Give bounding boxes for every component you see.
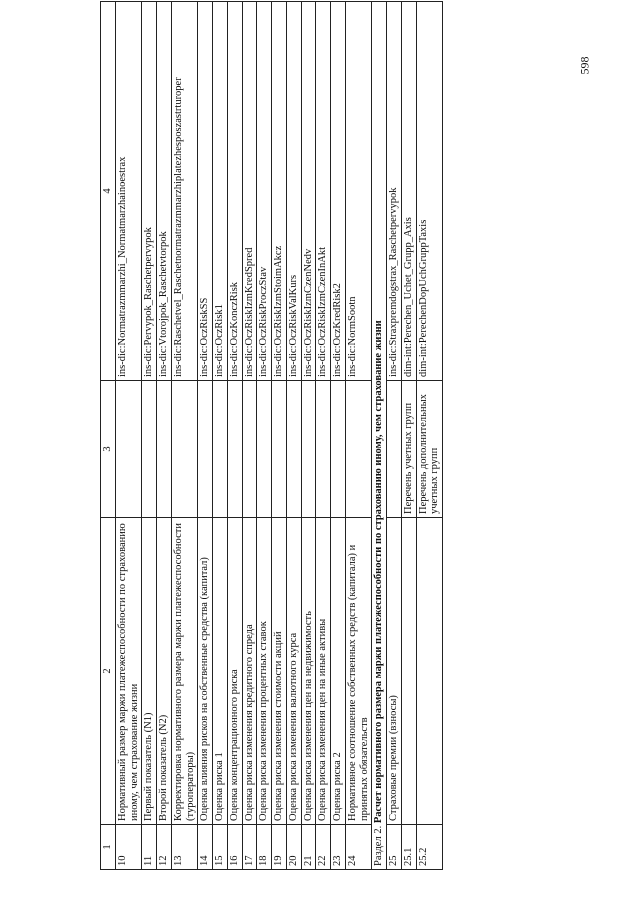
row-number-cell: 14 <box>198 825 213 870</box>
row-code-cell: ins-dic:OczRiskIzmCzenInAkt <box>316 2 331 381</box>
row-code-cell: ins-dic:NormSootn <box>345 2 372 381</box>
row-number-cell: 23 <box>331 825 346 870</box>
row-code-cell: ins-dic:OczRiskValKurs <box>286 2 301 381</box>
row-number-cell: 25 <box>387 825 402 870</box>
row-name-cell: Второй показатель (N2) <box>157 518 172 825</box>
row-type-cell <box>331 381 346 518</box>
row-name-cell: Оценка концентрационного риска <box>227 518 242 825</box>
row-type-cell <box>142 381 157 518</box>
table-row <box>416 2 443 870</box>
table-row <box>401 2 416 870</box>
column-header-3: 3 <box>101 381 116 518</box>
row-code-cell: dim-int:PerechenDopUchGruppTaxis <box>416 2 443 381</box>
row-code-cell: ins-dic:OczRiskSS <box>198 2 213 381</box>
row-number-cell: 20 <box>286 825 301 870</box>
row-type-cell <box>257 381 272 518</box>
table-row <box>257 2 272 870</box>
row-number-cell: 17 <box>242 825 257 870</box>
row-code-cell: ins-dic:OczRiskIzmKredSpred <box>242 2 257 381</box>
table-row <box>213 2 228 870</box>
row-code-cell: ins-dic:Raschetvel_Raschetnormatrazmmarzhiplatezhesposzastrturoper <box>171 2 198 381</box>
row-type-cell <box>198 381 213 518</box>
row-name-cell: Оценка риска изменения цен на иные активы <box>316 518 331 825</box>
table-row <box>142 2 157 870</box>
table-header-row <box>101 2 116 870</box>
row-number-cell: 25.1 <box>401 825 416 870</box>
table-row <box>301 2 316 870</box>
column-header-2: 2 <box>101 518 116 825</box>
row-type-cell <box>301 381 316 518</box>
row-name-cell: Оценка риска изменения цен на недвижимость <box>301 518 316 825</box>
row-code-cell: ins-dic:Straxpremdogstrax_Raschetpervypok <box>387 2 402 381</box>
row-type-cell <box>387 381 402 518</box>
row-type-cell: Перечень дополнительных учетных групп <box>416 381 443 518</box>
row-code-cell: dim-int:Perechen_Uchet_Grupp_Axis <box>401 2 416 381</box>
row-code-cell: ins-dic:Pervypok_Raschetpervypok <box>142 2 157 381</box>
row-number-cell: 11 <box>142 825 157 870</box>
row-code-cell: ins-dic:OczRiskIzmCzenNedv <box>301 2 316 381</box>
row-code-cell: ins-dic:Vtorojpok_Raschetvtorpok <box>157 2 172 381</box>
row-type-cell <box>316 381 331 518</box>
row-name-cell: Нормативный размер маржи платежеспособности по страхованию иному, чем страхование жизни <box>115 518 142 825</box>
table-row <box>171 2 198 870</box>
row-code-cell: ins-dic:OczKredRisk2 <box>331 2 346 381</box>
row-type-cell <box>115 381 142 518</box>
row-name-cell: Оценка риска 1 <box>213 518 228 825</box>
row-name-cell <box>416 518 443 825</box>
row-name-cell: Оценка риска 2 <box>331 518 346 825</box>
row-code-cell: ins-dic:OczRiskProczStav <box>257 2 272 381</box>
table-row <box>387 2 402 870</box>
row-number-cell: 16 <box>227 825 242 870</box>
row-name-cell: Первый показатель (N1) <box>142 518 157 825</box>
table-row <box>272 2 287 870</box>
row-number-cell: 25.2 <box>416 825 443 870</box>
row-type-cell <box>171 381 198 518</box>
row-name-cell: Оценка риска изменения кредитного спреда <box>242 518 257 825</box>
row-code-cell: ins-dic:OczKonczRisk <box>227 2 242 381</box>
row-name-cell: Корректировка нормативного размера маржи платежеспособности (туроператоры) <box>171 518 198 825</box>
row-code-cell: ins-dic:OczRisk1 <box>213 2 228 381</box>
row-name-cell: Нормативное соотношение собственных средств (капитала) и принятых обязательств <box>345 518 372 825</box>
row-type-cell <box>242 381 257 518</box>
section-prefix: Раздел 2. <box>373 823 385 866</box>
row-type-cell <box>286 381 301 518</box>
table-row <box>316 2 331 870</box>
row-type-cell <box>213 381 228 518</box>
row-name-cell <box>401 518 416 825</box>
section-title: Расчет нормативного размера маржи платежеспособности по страхованию иному, чем страхование жизни <box>373 320 385 824</box>
table-row <box>115 2 142 870</box>
row-number-cell: 21 <box>301 825 316 870</box>
document-sheet <box>100 30 520 870</box>
row-number-cell: 12 <box>157 825 172 870</box>
row-type-cell <box>157 381 172 518</box>
column-header-1: 1 <box>101 825 116 870</box>
row-number-cell: 19 <box>272 825 287 870</box>
row-number-cell: 13 <box>171 825 198 870</box>
row-name-cell: Оценка риска изменения валютного курса <box>286 518 301 825</box>
row-name-cell: Оценка риска изменения процентных ставок <box>257 518 272 825</box>
row-name-cell: Страховые премии (взносы) <box>387 518 402 825</box>
table-row <box>157 2 172 870</box>
row-number-cell: 18 <box>257 825 272 870</box>
row-number-cell: 15 <box>213 825 228 870</box>
row-type-cell <box>345 381 372 518</box>
table-row <box>198 2 213 870</box>
rotated-page <box>100 30 640 870</box>
table-row <box>242 2 257 870</box>
row-number-cell: 24 <box>345 825 372 870</box>
page-number: 598 <box>577 56 592 75</box>
row-type-cell <box>272 381 287 518</box>
row-code-cell: ins-dic:Normatrazmmarzhi_Normatmarzhainoestrax <box>115 2 142 381</box>
row-number-cell: 22 <box>316 825 331 870</box>
section-row <box>372 2 387 870</box>
table-row <box>331 2 346 870</box>
section-heading <box>372 2 387 870</box>
indicators-table <box>100 1 443 870</box>
column-header-4: 4 <box>101 2 116 381</box>
row-name-cell: Оценка влияния рисков на собственные средства (капитал) <box>198 518 213 825</box>
row-type-cell <box>227 381 242 518</box>
table-row <box>286 2 301 870</box>
row-type-cell: Перечень учетных групп <box>401 381 416 518</box>
table-row <box>227 2 242 870</box>
row-name-cell: Оценка риска изменения стоимости акций <box>272 518 287 825</box>
row-number-cell: 10 <box>115 825 142 870</box>
table-row <box>345 2 372 870</box>
row-code-cell: ins-dic:OczRiskIzmStoimAkcz <box>272 2 287 381</box>
